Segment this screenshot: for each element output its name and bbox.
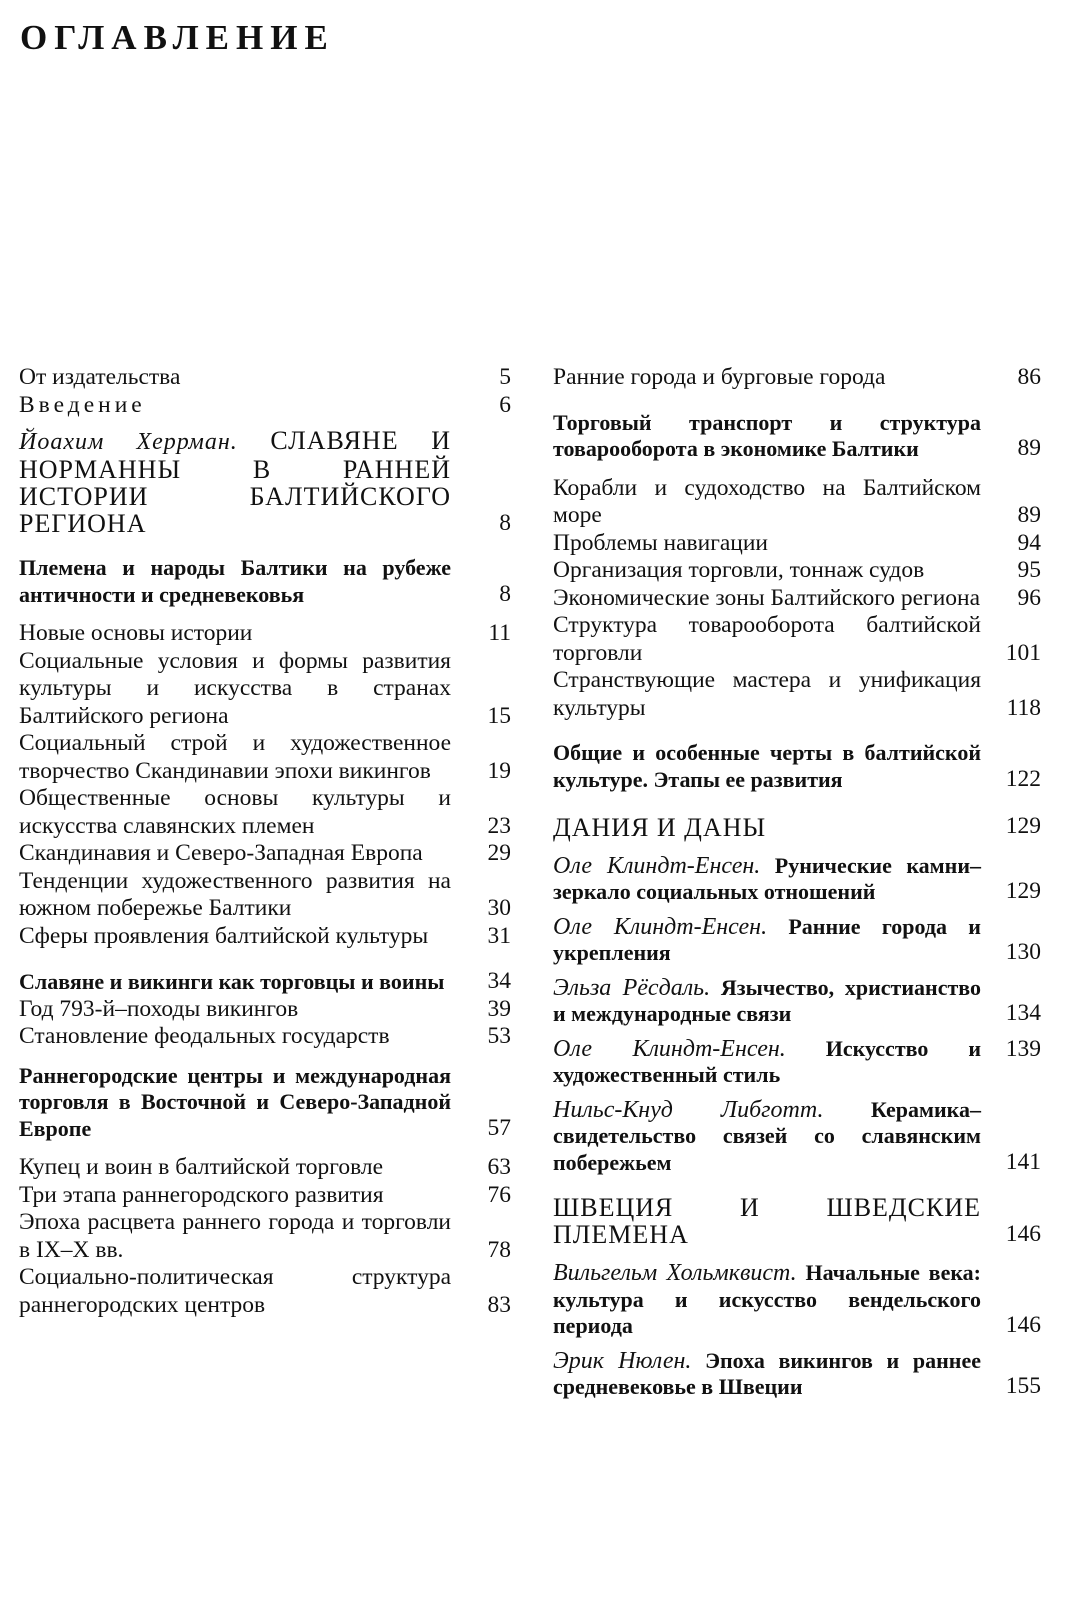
toc-entry[interactable] bbox=[553, 585, 1041, 613]
entry-title: Три этапа раннегородского развития bbox=[19, 1181, 384, 1208]
entry-page: 29 bbox=[487, 840, 511, 866]
entry-title: СЛАВЯНЕ И НОРМАННЫ В РАННЕЙ ИСТОРИИ БАЛТИЙСКОГО РЕГИОНА bbox=[19, 426, 451, 538]
toc-entry[interactable] bbox=[553, 612, 1041, 667]
entry-title: Скандинавия и Северо-Западная Европа bbox=[19, 840, 423, 866]
toc-entry[interactable] bbox=[19, 364, 511, 392]
entry-title: Социальный строй и художественное творчество Скандинавии эпохи викингов bbox=[19, 730, 451, 784]
entry-title: Торговый транспорт и структура товарооборота в экономике Балтики bbox=[553, 409, 981, 461]
toc-entry[interactable] bbox=[19, 996, 511, 1024]
entry-title: Сферы проявления балтийской культуры bbox=[19, 922, 429, 949]
entry-title: Социальные условия и формы развития культуры и искусства в странах Балтийского региона bbox=[19, 647, 451, 729]
entry-page: 95 bbox=[1017, 557, 1041, 583]
entry-title: ШВЕЦИЯ И ШВЕДСКИЕ ПЛЕМЕНА bbox=[553, 1193, 981, 1249]
entry-title: Общественные основы культуры и искусства славянских племен bbox=[19, 785, 451, 839]
entry-title: ДАНИЯ И ДАНЫ bbox=[553, 812, 767, 842]
toc-entry-article[interactable] bbox=[553, 853, 1041, 906]
entry-title: Год 793-й–походы викингов bbox=[19, 995, 299, 1022]
toc-entry-article[interactable] bbox=[553, 914, 1041, 967]
toc-entry[interactable] bbox=[553, 530, 1041, 558]
toc-entry-section[interactable] bbox=[19, 555, 511, 608]
entry-page: 78 bbox=[487, 1236, 511, 1263]
toc-entry-article[interactable] bbox=[553, 1097, 1041, 1177]
toc-entry-part[interactable] bbox=[553, 1194, 1041, 1248]
toc-entry[interactable] bbox=[19, 620, 511, 648]
toc-right-column bbox=[553, 364, 1041, 1401]
entry-page: 122 bbox=[1005, 765, 1041, 792]
entry-page: 19 bbox=[487, 757, 511, 784]
entry-page: 5 bbox=[499, 364, 511, 390]
toc-entry[interactable] bbox=[19, 730, 511, 785]
entry-title: Рунические камни–зеркало социальных отношений bbox=[553, 852, 982, 904]
entry-title: Племена и народы Балтики на рубеже античности и средневековья bbox=[19, 555, 451, 607]
entry-page: 15 bbox=[487, 702, 511, 729]
entry-title: Корабли и судоходство на Балтийском море bbox=[553, 474, 981, 528]
toc-entry[interactable] bbox=[19, 648, 511, 731]
toc-entry[interactable] bbox=[19, 1264, 511, 1319]
toc-entry-part[interactable] bbox=[553, 811, 1041, 841]
entry-title: Эпоха викингов и раннее средневековье в Швеции bbox=[553, 1347, 981, 1399]
entry-page: 76 bbox=[487, 1181, 511, 1208]
entry-title: Славяне и викинги как торговцы и воины bbox=[19, 969, 445, 994]
toc-entry[interactable] bbox=[553, 667, 1041, 722]
toc-entry-article[interactable] bbox=[553, 1036, 1041, 1089]
entry-page: 94 bbox=[1017, 529, 1041, 556]
entry-page: 23 bbox=[487, 812, 511, 839]
entry-page: 130 bbox=[1005, 939, 1041, 965]
entry-title: Введение bbox=[19, 391, 146, 418]
entry-page: 134 bbox=[1005, 1000, 1041, 1026]
entry-page: 146 bbox=[1005, 1220, 1041, 1247]
toc-entry[interactable] bbox=[19, 923, 511, 951]
entry-page: 118 bbox=[1006, 694, 1041, 721]
entry-page: 39 bbox=[487, 995, 511, 1022]
entry-author: Нильс-Кнуд Либготт. bbox=[553, 1096, 824, 1123]
entry-page: 155 bbox=[1005, 1373, 1041, 1399]
toc-entry-article[interactable] bbox=[553, 1348, 1041, 1401]
entry-page: 8 bbox=[499, 509, 511, 536]
entry-title: Становление феодальных государств bbox=[19, 1023, 390, 1049]
toc-entry[interactable] bbox=[19, 1154, 511, 1182]
entry-page: 63 bbox=[487, 1154, 511, 1180]
page-title: ОГЛАВЛЕНИЕ bbox=[20, 18, 335, 57]
entry-page: 31 bbox=[487, 922, 511, 949]
entry-title: От издательства bbox=[19, 364, 181, 390]
toc-entry-article[interactable] bbox=[553, 1260, 1041, 1340]
toc-entry[interactable] bbox=[19, 868, 511, 923]
toc-entry[interactable] bbox=[553, 475, 1041, 530]
toc-entry-section[interactable] bbox=[553, 410, 1041, 463]
toc-entry-section[interactable] bbox=[19, 968, 511, 996]
toc-left-column bbox=[19, 364, 511, 1319]
entry-page: 96 bbox=[1017, 584, 1041, 611]
entry-title: Эпоха расцвета раннего города и торговли в IX–X вв. bbox=[19, 1209, 451, 1263]
entry-page: 146 bbox=[1005, 1312, 1041, 1338]
entry-title: Экономические зоны Балтийского региона bbox=[553, 584, 981, 611]
entry-author: Оле Клиндт-Енсен. bbox=[553, 852, 761, 879]
entry-title: Керамика–свидетельство связей со славянским побережьем bbox=[553, 1096, 982, 1175]
toc-entry[interactable] bbox=[553, 364, 1041, 392]
entry-title: Новые основы истории bbox=[19, 620, 253, 646]
entry-author: Йоахим Херрман. bbox=[19, 429, 238, 455]
entry-title: Раннегородские центры и международная торговля в Восточной и Северо-Западной Европе bbox=[19, 1062, 451, 1141]
entry-title: Проблемы навигации bbox=[553, 529, 769, 556]
entry-author: Оле Клиндт-Енсен. bbox=[553, 1035, 786, 1062]
entry-page: 139 bbox=[1005, 1035, 1041, 1062]
entry-title: Организация торговли, тоннаж судов bbox=[553, 557, 925, 583]
entry-page: 6 bbox=[499, 391, 511, 418]
toc-entry-section[interactable] bbox=[553, 740, 1041, 793]
entry-page: 57 bbox=[487, 1114, 511, 1141]
entry-title: Ранние города и бурговые города bbox=[553, 364, 886, 390]
entry-author: Эльза Рёсдаль. bbox=[553, 974, 711, 1001]
entry-page: 34 bbox=[487, 968, 511, 994]
entry-author: Вильгельм Хольмквист. bbox=[553, 1260, 797, 1286]
entry-page: 11 bbox=[488, 620, 511, 646]
entry-title: Язычество, христианство и международные связи bbox=[553, 974, 982, 1026]
toc-entry[interactable] bbox=[553, 557, 1041, 585]
toc-entry[interactable] bbox=[19, 392, 511, 420]
entry-title: Искусство и художественный стиль bbox=[553, 1035, 981, 1087]
entry-title: Тенденции художественного развития на южном побережье Балтики bbox=[19, 867, 451, 921]
toc-entry[interactable] bbox=[19, 1023, 511, 1051]
entry-page: 101 bbox=[1005, 639, 1041, 666]
entry-author: Эрик Нюлен. bbox=[553, 1347, 692, 1374]
entry-page: 53 bbox=[487, 1023, 511, 1049]
entry-page: 129 bbox=[1005, 813, 1041, 839]
entry-title: Странствующие мастера и унификация культуры bbox=[553, 667, 981, 721]
toc-entry[interactable] bbox=[19, 1182, 511, 1210]
entry-page: 83 bbox=[487, 1291, 511, 1318]
entry-page: 89 bbox=[1017, 435, 1041, 461]
toc-entry-article[interactable] bbox=[19, 427, 511, 537]
entry-page: 89 bbox=[1017, 502, 1041, 528]
entry-title: Ранние города и укрепления bbox=[553, 913, 981, 965]
toc-entry[interactable] bbox=[19, 785, 511, 840]
entry-title: Структура товарооборота балтийской торговли bbox=[553, 612, 981, 666]
toc-entry[interactable] bbox=[19, 1209, 511, 1264]
entry-page: 8 bbox=[499, 580, 511, 607]
toc-entry[interactable] bbox=[19, 840, 511, 868]
entry-title: Общие и особенные черты в балтийской культуре. Этапы ее развития bbox=[553, 740, 981, 792]
entry-page: 30 bbox=[487, 895, 511, 921]
entry-page: 86 bbox=[1017, 364, 1041, 390]
toc-entry-article[interactable] bbox=[553, 975, 1041, 1028]
entry-title: Купец и воин в балтийской торговле bbox=[19, 1154, 384, 1180]
entry-page: 141 bbox=[1005, 1148, 1041, 1175]
entry-title: Начальные века: культура и искусство вендельского периода bbox=[553, 1260, 982, 1338]
entry-author: Оле Клиндт-Енсен. bbox=[553, 913, 768, 940]
entry-page: 129 bbox=[1005, 878, 1041, 904]
entry-title: Социально-политическая структура раннегородских центров bbox=[19, 1264, 451, 1318]
toc-entry-section[interactable] bbox=[19, 1063, 511, 1143]
